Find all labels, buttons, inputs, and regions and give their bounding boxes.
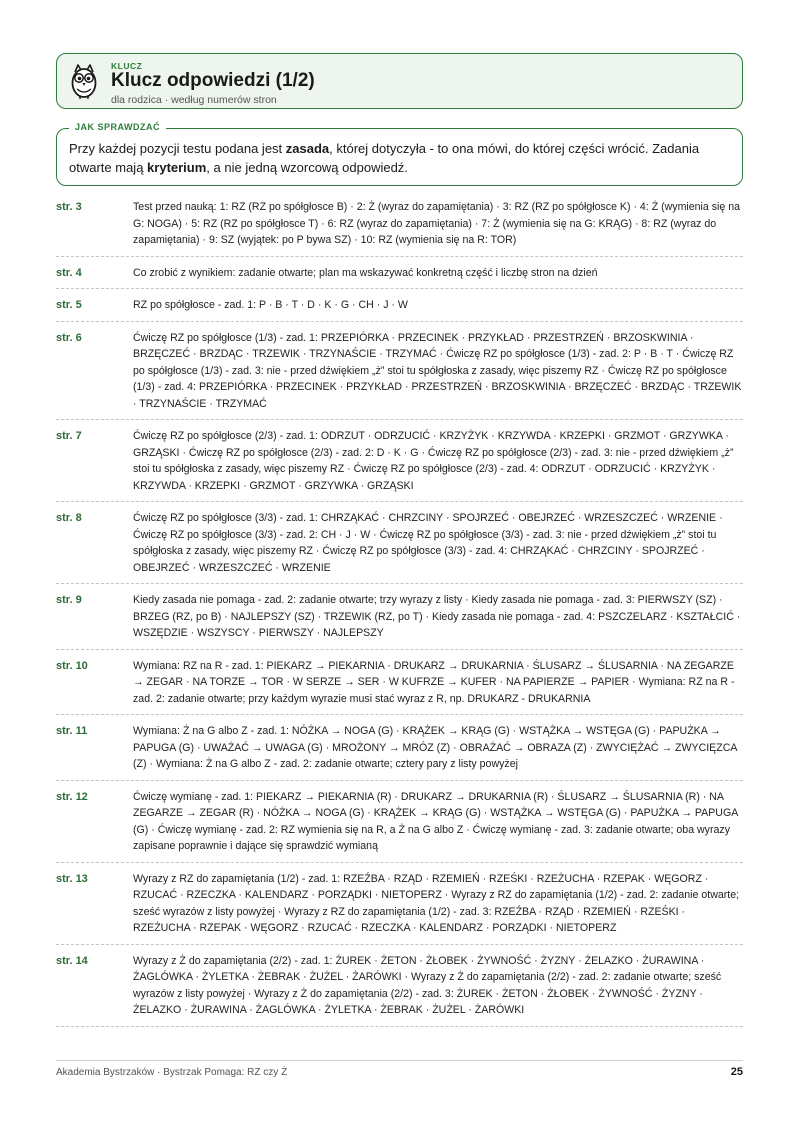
page-label: str. 3 <box>56 201 82 213</box>
page-label: str. 12 <box>56 790 88 803</box>
page-title: Klucz odpowiedzi (1/2) <box>111 70 315 91</box>
info-bold-rule: zasada <box>285 141 330 156</box>
info-text-part: Przy każdej pozycji testu podana jest <box>69 141 286 156</box>
page-label: str. 4 <box>56 266 82 279</box>
info-text <box>69 139 730 177</box>
info-label: JAK SPRAWDZAĆ <box>69 122 166 132</box>
answer-text: Wyrazy z RZ do zapamiętania (1/2) - zad. 1: RZEŹBA · RZĄD · RZEMIEŃ · RZEŚKI · RZEŻUCHA · RZEPAK · WĘGORZ · RZUCAĆ · RZECZKA · KALENDARZ · PORZĄDKI · NIETOPERZ · Wyrazy z RZ do zapamiętania (1/2) - zad. 2: zadanie otwarte; sześć wyrazów z listy powyżej · Wyrazy z RZ do zapamiętania (1/2) - zad. 3: RZEŹBA · RZĄD · RZEMIEŃ · RZEŚKI · RZEŻUCHA · RZEPAK · WĘGORZ · RZUCAĆ · RZECZKA · KALENDARZ · PORZĄDKI · NIETOPERZ <box>133 872 740 934</box>
answer-row <box>56 424 743 502</box>
answer-row <box>56 867 743 945</box>
answer-row <box>56 588 743 650</box>
answer-text: Ćwiczę RZ po spółgłosce (2/3) - zad. 1: ODRZUT · ODRZUCIĆ · KRZYŻYK · KRZYWDA · KRZEPKI · GRZMOT · GRZYWKA · GRZĄSKI · Ćwiczę RZ po spółgłosce (2/3) - zad. 2: D · K · G · Ćwiczę RZ po spółgłosce (2/3) - zad. 3: nie - przed dźwiękiem „ż” stoi tu spółgłoska z zasady, więc piszemy RZ · Ćwiczę RZ po spółgłosce (2/3) - zad. 4: ODRZUT · ODRZUCIĆ · KRZYŻYK · KRZYWDA · KRZEPKI · GRZMOT · GRZYWKA · GRZĄSKI <box>133 430 734 492</box>
page-label: str. 13 <box>56 872 88 885</box>
answer-row <box>56 326 743 421</box>
answer-text: Test przed nauką: 1: RZ (RZ po spółgłosce B) · 2: Ż (wyraz do zapamiętania) · 3: RZ (RZ po spółgłosce K) · 4: Ż (wymienia się na G: NOGA) · 5: RZ (RZ po spółgłosce T) · 6: RZ (wyraz do zapamiętania) · 7: Ż (wymienia się na G: KRĄG) · 8: RZ (wyraz do zapamiętania) · 9: SZ (wyjątek: po P bywa SZ) · 10: RZ (wymienia się na R: TOR) <box>133 201 741 246</box>
info-text-part: , której dotyczyła - to ona mówi, do której części wrócić. Zadania otwarte mają <box>69 141 700 175</box>
page-label: str. 14 <box>56 954 88 967</box>
header-box <box>56 53 743 109</box>
owl-icon <box>69 62 99 100</box>
footer-divider <box>56 1060 743 1061</box>
answer-text: Wymiana: RZ na R - zad. 1: PIEKARZ → PIEKARNIA · DRUKARZ → DRUKARNIA · ŚLUSARZ → ŚLUSARNIA · NA ZEGARZE → ZEGAR · NA TORZE → TOR · W SERZE → SER · W KUFRZE → KUFER · NA PAPIERZE → PAPIER · Wymiana: RZ na R - zad. 2: zadanie otwarte; przy każdym wyrazie musi stać wyraz z R, np. DRUKARZ - DRUKARNIA <box>133 659 735 705</box>
answer-text: Kiedy zasada nie pomaga - zad. 2: zadanie otwarte; trzy wyrazy z listy · Kiedy zasada nie pomaga - zad. 3: PIERWSZY (SZ) · BRZEG (RZ, po B) · NAJLEPSZY (SZ) · TRZEWIK (RZ, po T) · Kiedy zasada nie pomaga - zad. 4: PSZCZELARZ · KSZTAŁCIĆ · WSZĘDZIE · WSZYSCY · PIERWSZY · NAJLEPSZY <box>133 594 741 639</box>
info-bold-criterion: kryterium <box>147 160 207 175</box>
info-box <box>56 122 743 186</box>
answer-text: Wymiana: Ż na G albo Z - zad. 1: NÓŻKA → NOGA (G) · KRĄŻEK → KRĄG (G) · WSTĄŻKA → WSTĘGA (G) · PAPUŻKA → PAPUGA (G) · UWAŻAĆ → UWAGA (G) · MROŻONY → MRÓZ (Z) · OBRAŻAĆ → OBRAZA (Z) · ZWYCIĘŻAĆ → ZWYCIĘZCA (Z) · Wymiana: Ż na G albo Z - zad. 2: zadanie otwarte; cztery pary z listy powyżej <box>133 725 737 770</box>
answer-text: Ćwiczę wymianę - zad. 1: PIEKARZ → PIEKARNIA (R) · DRUKARZ → DRUKARNIA (R) · ŚLUSARZ → ŚLUSARNIA (R) · NA ZEGARZE → ZEGAR (R) · NÓŻKA → NOGA (G) · KRĄŻEK → KRĄG (G) · WSTĄŻKA → WSTĘGA (G) · PAPUŻKA → PAPUGA (G) · Ćwiczę wymianę - zad. 2: RZ wymienia się na R, a Ż na G albo Z · Ćwiczę wymianę - zad. 3: zadanie otwarte; oba wyrazy zapisane poprawnie i dające się sprawdzić wymianą <box>133 790 738 852</box>
header-kicker: KLUCZ <box>111 61 143 71</box>
answer-text: Wyrazy z Ż do zapamiętania (2/2) - zad. 1: ŻUREK · ŻETON · ŻŁOBEK · ŻYWNOŚĆ · ŻYZNY · ŻELAZKO · ŻURAWINA · ŻAGLÓWKA · ŻYLETKA · ŻEBRAK · ŻUŻEL · ŻARÓWKI · Wyrazy z Ż do zapamiętania (2/2) - zad. 2: zadanie otwarte; sześć wyrazów z listy powyżej · Wyrazy z Ż do zapamiętania (2/2) - zad. 3: ŻUREK · ŻETON · ŻŁOBEK · ŻYWNOŚĆ · ŻYZNY · ŻELAZKO · ŻURAWINA · ŻAGLÓWKA · ŻYLETKA · ŻEBRAK · ŻUŻEL · ŻARÓWKI <box>133 954 722 1016</box>
page-label: str. 5 <box>56 299 82 311</box>
page-label: str. 8 <box>56 512 82 524</box>
answer-row <box>56 785 743 863</box>
answer-row <box>56 719 743 781</box>
answer-list <box>56 195 743 1031</box>
page-label: str. 6 <box>56 331 82 344</box>
page-label: str. 11 <box>56 725 88 737</box>
answer-text: Ćwiczę RZ po spółgłosce (3/3) - zad. 1: CHRZĄKAĆ · CHRZCINY · SPOJRZEĆ · OBEJRZEĆ · WRZESZCZEĆ · WRZENIE · Ćwiczę RZ po spółgłosce (3/3) - zad. 2: CH · J · W · Ćwiczę RZ po spółgłosce (3/3) - zad. 3: nie - przed dźwiękiem „ż” stoi tu spółgłoska z zasady, więc piszemy RZ · Ćwiczę RZ po spółgłosce (3/3) - zad. 4: CHRZĄKAĆ · CHRZCINY · SPOJRZEĆ · OBEJRZEĆ · WRZESZCZEĆ · WRZENIE <box>133 512 723 574</box>
answer-row <box>56 195 743 257</box>
answer-text: Co zrobić z wynikiem: zadanie otwarte; plan ma wskazywać konkretną część i liczbę stron na dzień <box>133 266 598 279</box>
page-label: str. 9 <box>56 594 82 606</box>
page-subtitle: dla rodzica · według numerów stron <box>111 94 277 106</box>
footer-text: Akademia Bystrzaków · Bystrzak Pomaga: RZ czy Ż <box>56 1067 288 1078</box>
info-text-part: , a nie jedną wzorcową odpowiedź. <box>206 160 408 175</box>
answer-row <box>56 506 743 584</box>
page-number: 25 <box>730 1066 743 1078</box>
answer-row <box>56 949 743 1027</box>
answer-text: Ćwiczę RZ po spółgłosce (1/3) - zad. 1: PRZEPIÓRKA · PRZECINEK · PRZYKŁAD · PRZESTRZEŃ · BRZOSKWINIA · BRZĘCZEĆ · BRZDĄC · TRZEWIK · TRZYNAŚCIE · TRZYMAĆ · Ćwiczę RZ po spółgłosce (1/3) - zad. 2: P · B · T · Ćwiczę RZ po spółgłosce (1/3) - zad. 3: nie - przed dźwiękiem „ż” stoi tu spółgłoska z zasady, więc piszemy RZ · Ćwiczę RZ po spółgłosce (1/3) - zad. 4: PRZEPIÓRKA · PRZECINEK · PRZYKŁAD · PRZESTRZEŃ · BRZOSKWINIA · BRZĘCZEĆ · BRZDĄC · TRZEWIK · TRZYNAŚCIE · TRZYMAĆ <box>133 331 742 410</box>
answer-row <box>56 654 743 716</box>
answer-text: RZ po spółgłosce - zad. 1: P · B · T · D · K · G · CH · J · W <box>133 299 408 311</box>
page-label: str. 10 <box>56 659 88 672</box>
answer-row <box>56 293 743 322</box>
page-label: str. 7 <box>56 430 82 442</box>
answer-row <box>56 261 743 290</box>
